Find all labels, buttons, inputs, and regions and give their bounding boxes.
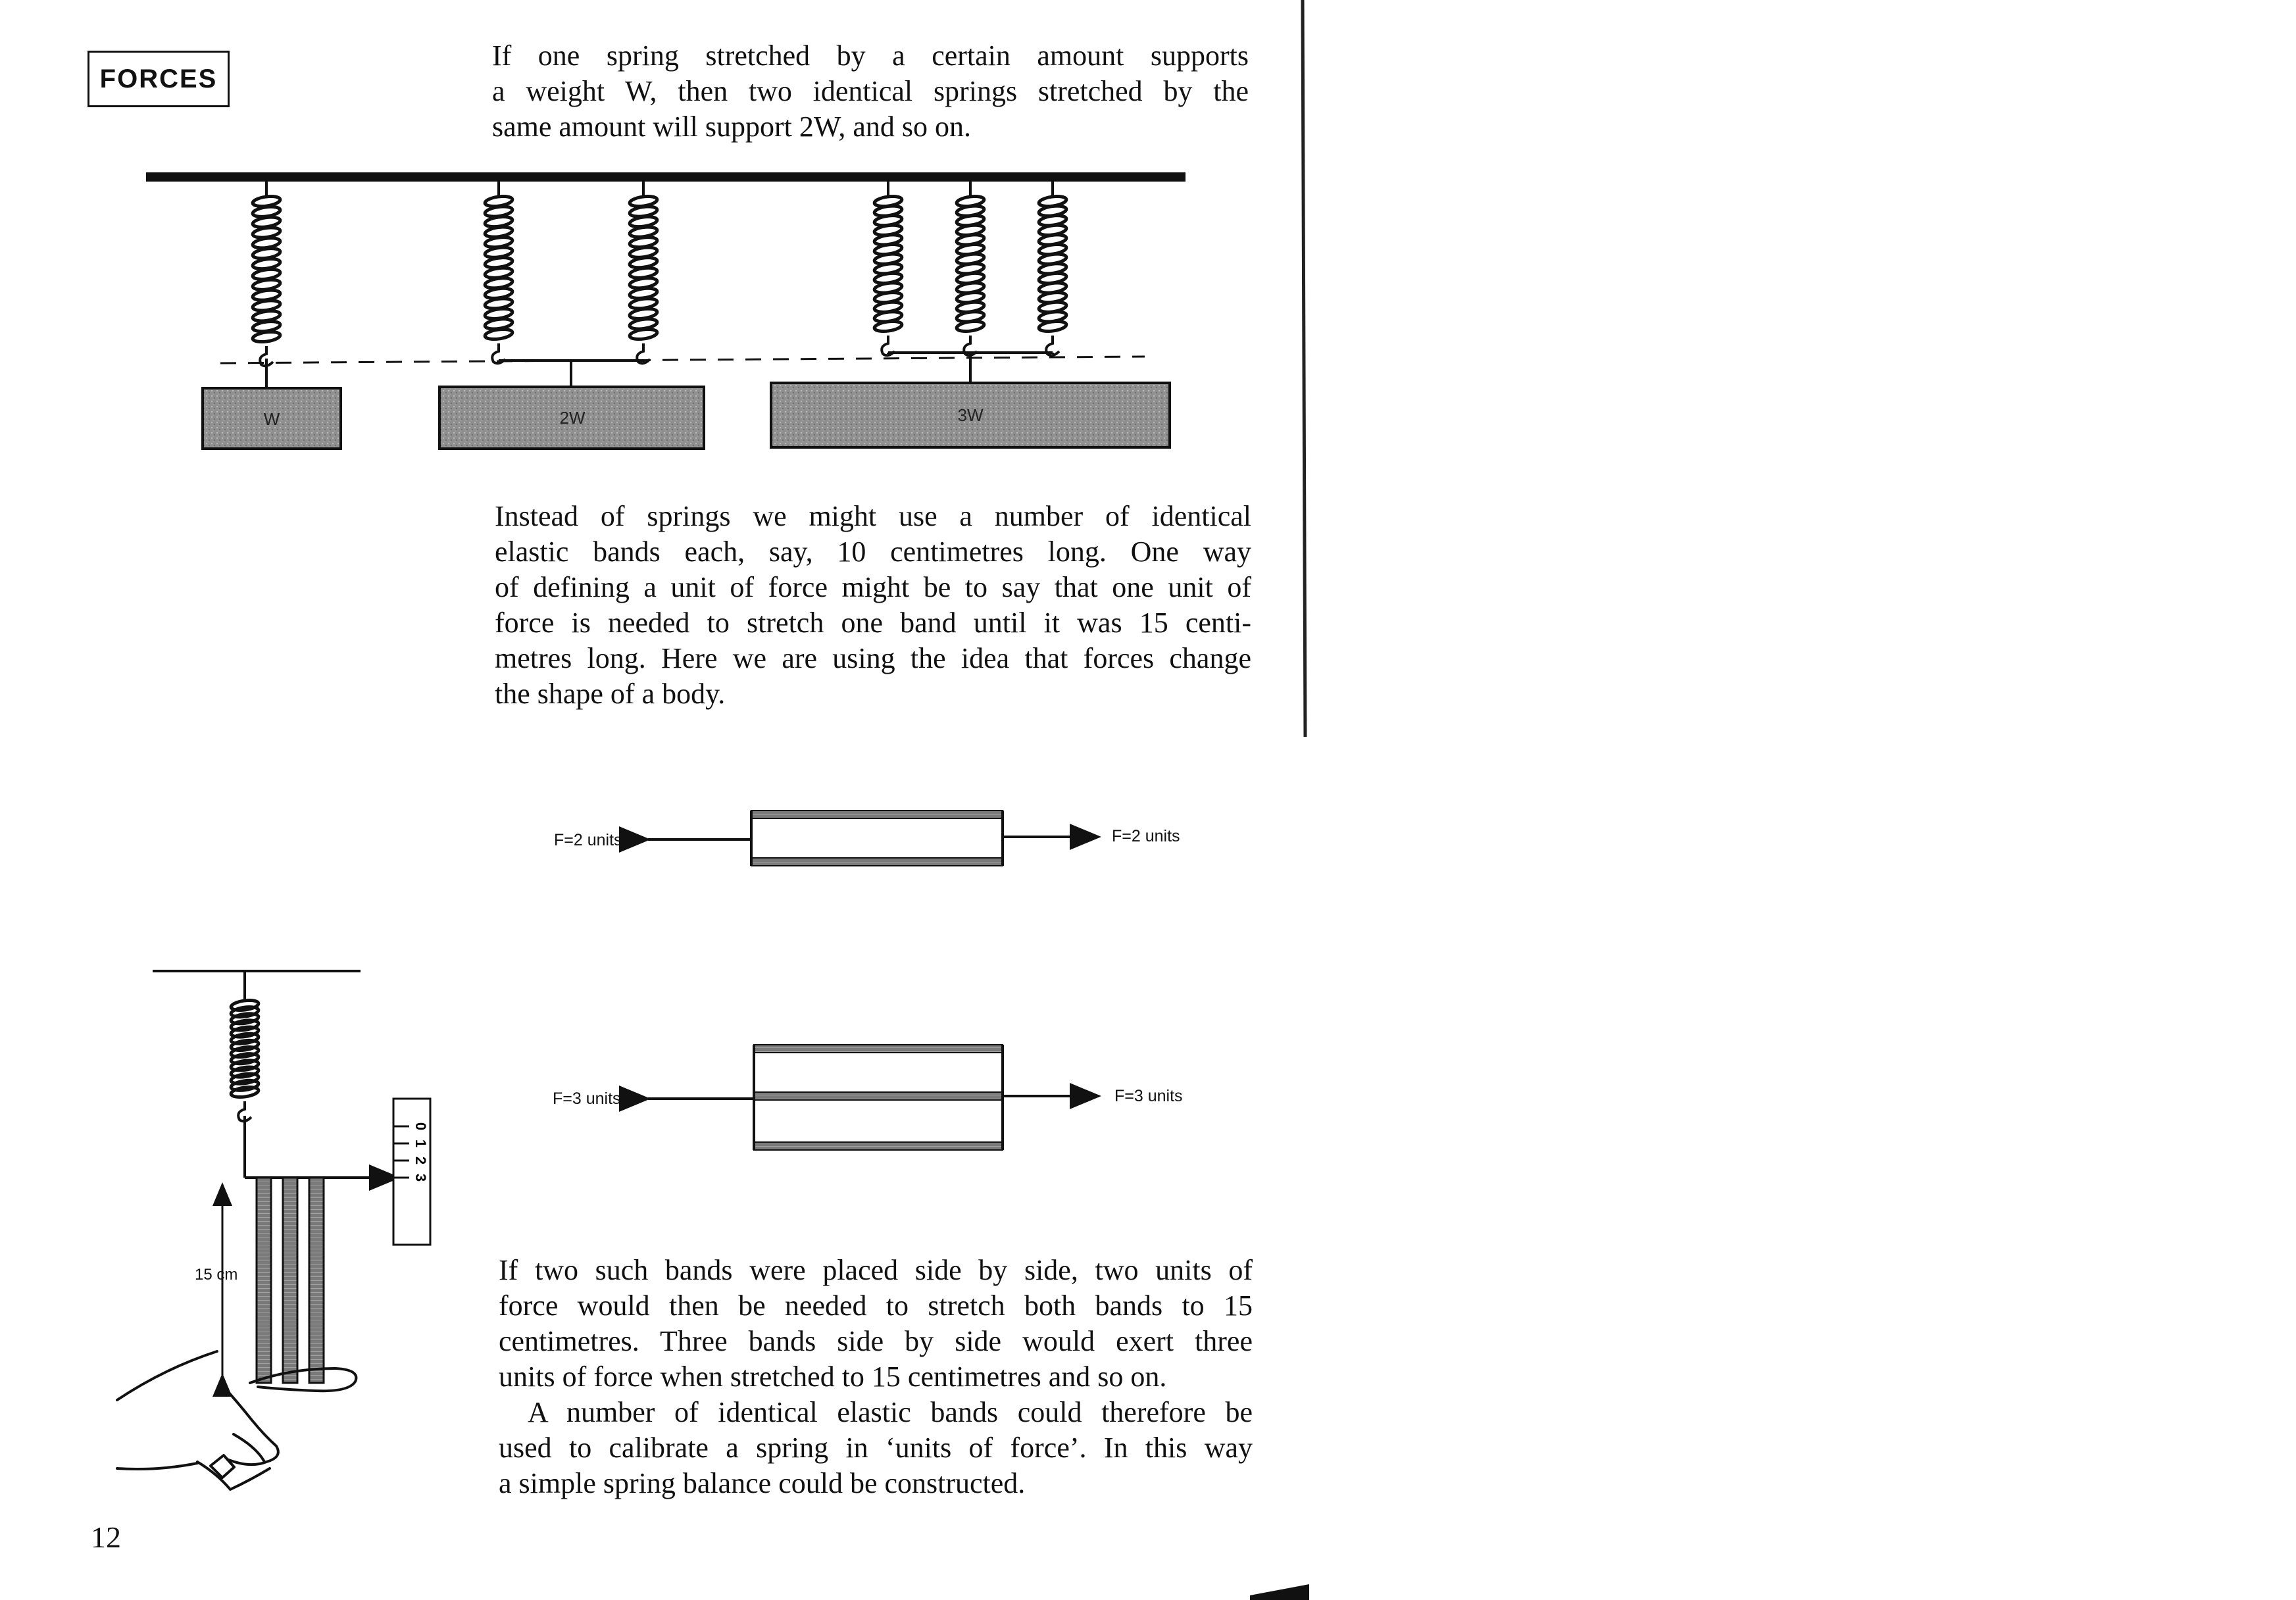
force-label-right-3: F=3 units (1114, 1087, 1183, 1105)
band-figure-three-units (553, 1045, 1183, 1150)
coil-spring (230, 986, 259, 1121)
spring-coil (230, 1086, 259, 1099)
paragraph-3-line: units of force when stretched to 15 centimetres and so on. (499, 1361, 1167, 1393)
scale-number: 2 (412, 1156, 429, 1165)
scale-number: 3 (412, 1173, 429, 1182)
band-top-2 (751, 811, 1003, 818)
coil-spring (874, 182, 903, 355)
weight-label-2w: 2W (559, 408, 586, 428)
paragraph-2-line: of defining a unit of force might be to say that one unit of (495, 571, 1251, 603)
band-middle-3 (754, 1092, 1003, 1100)
force-label-left-3: F=3 units (553, 1089, 621, 1108)
equilibrium-dashed-line (220, 357, 1145, 363)
elastic-band-1 (257, 1178, 271, 1383)
page-corner-mark (1250, 1584, 1309, 1600)
scale-number: 0 (412, 1122, 429, 1131)
paragraph-4-line: a simple spring balance could be constructed. (499, 1467, 1026, 1499)
paragraph-1-line: a weight W, then two identical springs stretched by the (492, 75, 1249, 107)
weight-label-3w: 3W (957, 405, 984, 425)
coil-spring (252, 182, 281, 366)
page-number: 12 (91, 1520, 121, 1554)
spring-weights-figure (146, 172, 1185, 449)
band-bottom-2 (751, 858, 1003, 866)
paragraph-3-line: force would then be needed to stretch both bands to 15 (499, 1289, 1253, 1322)
paragraph-4-line: used to calibrate a spring in ‘units of force’. In this way (499, 1432, 1253, 1464)
support-bar (146, 172, 1185, 182)
paragraph-2-line: Instead of springs we might use a number of identical (495, 500, 1251, 532)
paragraph-3-line: centimetres. Three bands side by side would exert three (499, 1325, 1253, 1357)
band-top-3 (754, 1045, 1003, 1053)
coil-spring (484, 182, 513, 363)
paragraph-2-line: force is needed to stretch one band until it was 15 centi- (495, 607, 1251, 639)
paragraph-2-line: the shape of a body. (495, 678, 726, 710)
hand-arm-lower (117, 1463, 197, 1469)
paragraph-1-line: same amount will support 2W, and so on. (492, 111, 971, 143)
force-label-right-2: F=2 units (1112, 827, 1180, 845)
section-tag: FORCES (87, 51, 230, 107)
length-label: 15 cm (195, 1266, 238, 1284)
coil-spring (956, 182, 985, 355)
band-bottom-3 (754, 1142, 1003, 1150)
elastic-band-2 (283, 1178, 297, 1383)
force-label-left-2: F=2 units (554, 831, 622, 849)
elastic-band-3 (309, 1178, 324, 1383)
hand-palm (224, 1387, 278, 1464)
paragraph-2-line: elastic bands each, say, 10 centimetres long. One way (495, 536, 1251, 568)
paragraph-1-line: If one spring stretched by a certain amount supports (492, 39, 1249, 72)
page-edge-line (1303, 0, 1305, 737)
paragraph-3-line: If two such bands were placed side by side, two units of (499, 1254, 1253, 1286)
hand-thumb (234, 1434, 264, 1462)
spring-balance-figure (117, 971, 430, 1489)
weight-label-w: W (263, 409, 280, 429)
hand-arm-upper (117, 1351, 217, 1400)
paragraph-4-line: A number of identical elastic bands could therefore be (528, 1396, 1253, 1428)
band-figure-two-units (554, 811, 1180, 866)
coil-spring (629, 182, 658, 363)
calibration-scale (393, 1099, 430, 1245)
coil-spring (1038, 182, 1067, 355)
paragraph-2-line: metres long. Here we are using the idea that forces change (495, 642, 1251, 674)
scale-number: 1 (412, 1139, 429, 1148)
